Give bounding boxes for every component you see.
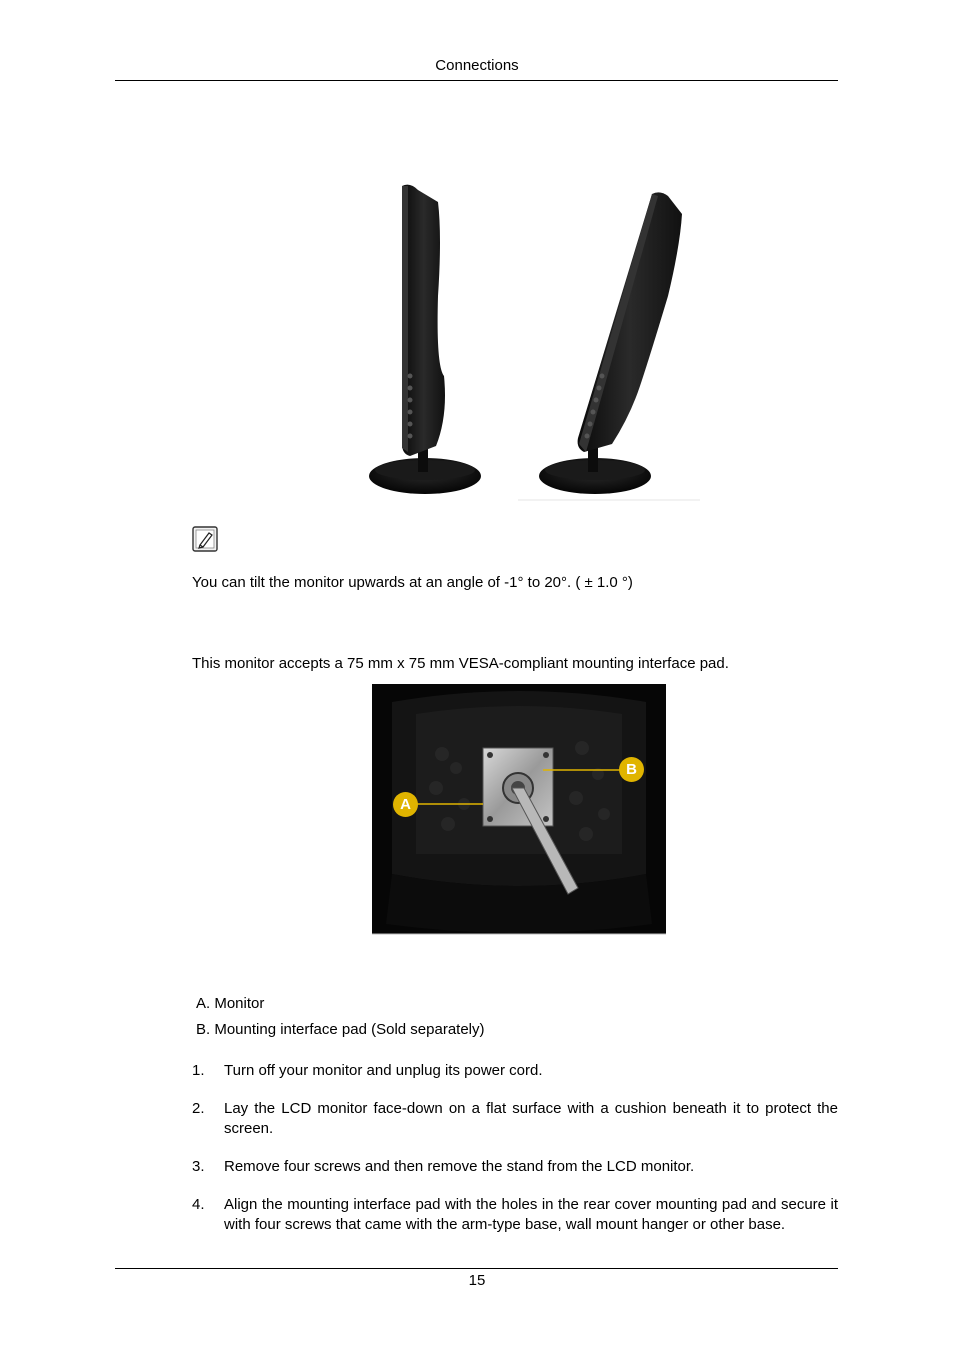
note-pencil-icon: [192, 526, 218, 552]
tilt-note-text: You can tilt the monitor upwards at an angle of -1° to 20°. ( ± 1.0 °): [192, 574, 633, 591]
monitor-rear-view: [372, 684, 666, 942]
monitor-tilted-side-view: [518, 192, 700, 500]
callout-a-badge: [393, 792, 418, 817]
step-text: Lay the LCD monitor face-down on a flat surface with a cushion beneath it to protect the screen.: [224, 1100, 838, 1137]
step-item: [192, 1195, 838, 1235]
step-number: 4.: [192, 1196, 205, 1213]
step-item: [192, 1157, 838, 1177]
vesa-intro-text: This monitor accepts a 75 mm x 75 mm VESA-compliant mounting interface pad.: [192, 655, 729, 672]
callout-b-badge: [619, 757, 644, 782]
step-item: [192, 1061, 838, 1081]
step-text: Align the mounting interface pad with the holes in the rear cover mounting pad and secure it with four screws that came with the arm-type base, wall mount hanger or other base.: [224, 1196, 838, 1233]
page-number: 15: [468, 1272, 486, 1289]
legend-item-b: B. Mounting interface pad (Sold separately): [196, 1021, 485, 1038]
callout-a-label: A: [400, 796, 411, 813]
step-item: [192, 1099, 838, 1139]
step-text: Remove four screws and then remove the stand from the LCD monitor.: [224, 1158, 695, 1175]
step-number: 2.: [192, 1100, 205, 1117]
footer-rule: [115, 1268, 838, 1269]
monitor-tilt-illustration: [350, 176, 710, 506]
callout-b-label: B: [626, 761, 637, 778]
page-header-title: Connections: [435, 57, 519, 74]
step-text: Turn off your monitor and unplug its power cord.: [224, 1062, 543, 1079]
step-number: 3.: [192, 1158, 205, 1175]
mounting-pad-illustration: [372, 684, 666, 942]
monitor-upright-side-view: [369, 185, 481, 494]
header-rule: [115, 80, 838, 81]
legend-item-a: A. Monitor: [196, 995, 265, 1012]
step-number: 1.: [192, 1062, 205, 1079]
